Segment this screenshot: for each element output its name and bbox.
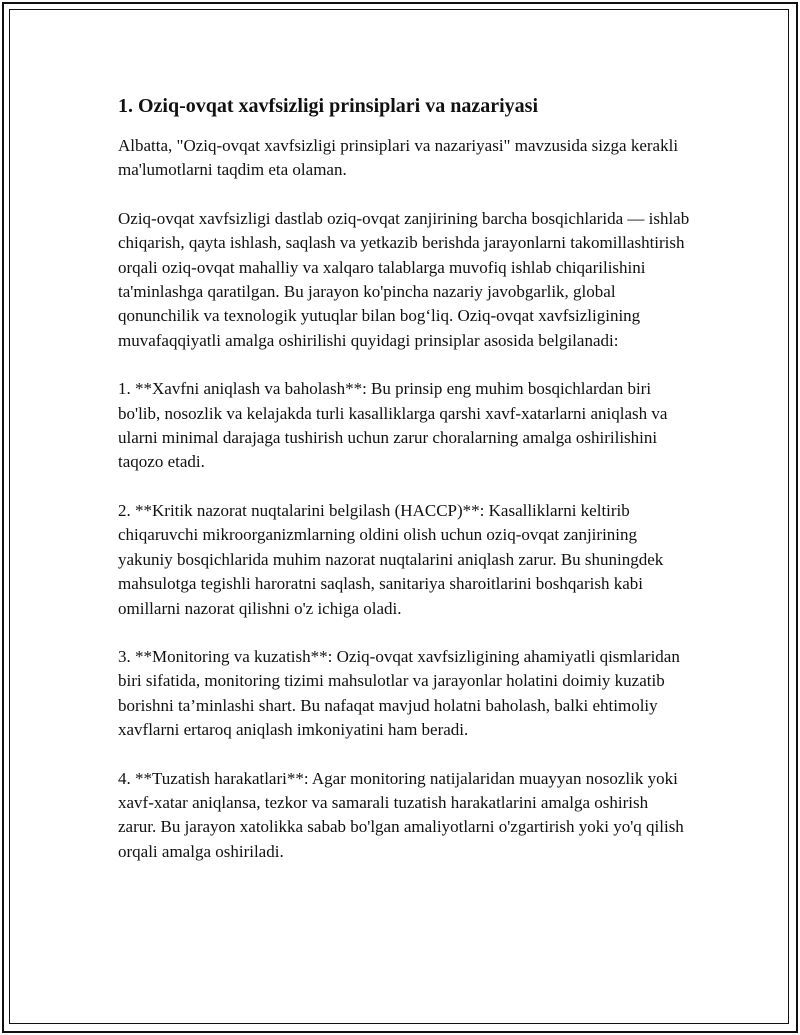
- principle-haccp: 2. **Kritik nazorat nuqtalarini belgilash (HACCP)**: Kasalliklarni keltirib chiqaruvchi mikroorganizmlarning oldini olish uchun oziq-ovqat zanjirining yakuniy bosqichlarida muhim nazorat nuqtalarini aniqlash zarur. Bu shuningdek mahsulotga tegishli haroratni saqlash, sanitariya sharoitlarini boshqarish kabi omillarni nazorat qilishni o'z ichiga oladi.: [118, 500, 664, 618]
- principle-risk-assessment: 1. **Xavfni aniqlash va baholash**: Bu prinsip eng muhim bosqichlardan biri bo'lib, nosozlik va kelajakda turli kasalliklarga qarshi xavf-xatarlarni aniqlash va ularni minimal darajaga tushirish uchun zarur choralarning amalga oshirilishini taqozo etadi.: [118, 379, 668, 472]
- principle-monitoring: 3. **Monitoring va kuzatish**: Oziq-ovqat xavfsizligining ahamiyatli qismlaridan biri sifatida, monitoring tizimi mahsulotlar va jarayonlar holatini doimiy kuzatib borishni ta’minlashi shart. Bu nafaqat mavjud holatni baholash, balki ehtimoliy xavflarni ertaroq aniqlash imkoniyatini ham beradi.: [118, 646, 680, 740]
- section-heading: 1. Oziq-ovqat xavfsizligi prinsiplari va nazariyasi: [118, 95, 539, 117]
- document-body: [118, 93, 690, 888]
- principle-corrective-actions: 4. **Tuzatish harakatlari**: Agar monitoring natijalaridan muayyan nosozlik yoki xavf-xatar aniqlansa, tezkor va samarali tuzatish harakatlarini amalga oshirish zarur. Bu jarayon xatolikka sabab bo'lgan amaliyotlarni o'zgartirish yoki yo'q qilish orqali amalga oshiriladi.: [118, 768, 684, 861]
- overview-paragraph: Oziq-ovqat xavfsizligi dastlab oziq-ovqat zanjirining barcha bosqichlarida — ishlab chiqarish, qayta ishlash, saqlash va yetkazib berishda jarayonlarni takomillashtirish orqali oziq-ovqat mahalliy va xalqaro talablarga muvofiq ishlab chiqarilishini ta'minlashga qaratilgan. Bu jarayon ko'pincha nazariy javobgarlik, global qonunchilik va texnologik yutuqlar bilan bog‘liq. Oziq-ovqat xavfsizligining muvafaqqiyatli amalga oshirilishi quyidagi prinsiplar asosida belgilanadi:: [118, 208, 690, 350]
- intro-paragraph: Albatta, "Oziq-ovqat xavfsizligi prinsiplari va nazariyasi" mavzusida sizga kerakli ma'lumotlarni taqdim eta olaman.: [118, 136, 679, 180]
